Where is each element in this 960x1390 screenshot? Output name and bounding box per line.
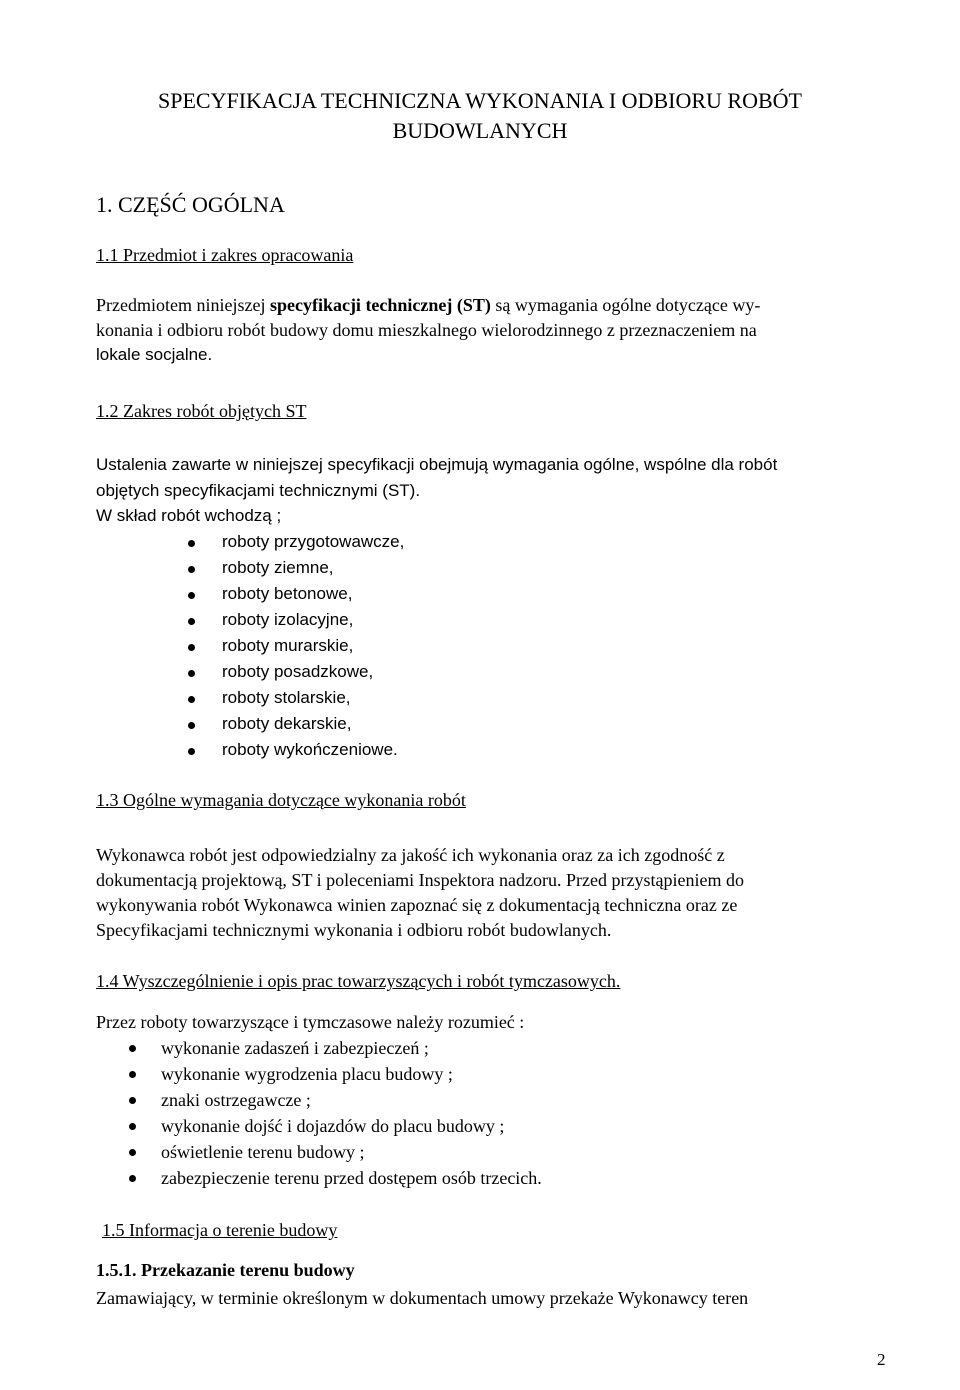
bullet-icon (188, 696, 195, 703)
bullet-icon (188, 644, 195, 651)
section-1-5-1-heading: 1.5.1. Przekazanie terenu budowy (96, 1260, 355, 1280)
bullet-icon (188, 722, 195, 729)
list-item: roboty posadzkowe, (222, 662, 374, 681)
bold-term: specyfikacji technicznej (ST) (269, 295, 491, 315)
section-1-1-line-2: konania i odbioru robót budowy domu mieszkalnego wielorodzinnego z przeznaczeniem na (96, 320, 757, 340)
list-item: wykonanie dojść i dojazdów do placu budowy ; (161, 1116, 505, 1136)
bullet-icon (188, 618, 195, 625)
section-1-3-heading: 1.3 Ogólne wymagania dotyczące wykonania robót (96, 790, 466, 810)
list-item: zabezpieczenie terenu przed dostępem osób trzecich. (161, 1168, 542, 1188)
bullet-icon (129, 1097, 136, 1104)
list-item: roboty wykończeniowe. (222, 740, 398, 759)
list-item: roboty stolarskie, (222, 688, 351, 707)
text-run: są wymagania ogólne dotyczące wy- (490, 295, 761, 315)
section-1-2-line-1: Ustalenia zawarte w niniejszej specyfikacji obejmują wymagania ogólne, wspólne dla robót (96, 455, 778, 474)
section-1-1-line-3: lokale socjalne. (96, 345, 213, 364)
bullet-icon (129, 1071, 136, 1078)
list-item: wykonanie wygrodzenia placu budowy ; (161, 1064, 453, 1084)
bullet-icon (129, 1175, 136, 1182)
section-1-heading: 1. CZĘŚĆ OGÓLNA (96, 192, 285, 217)
bullet-icon (188, 592, 195, 599)
bullet-icon (129, 1045, 136, 1052)
list-item: roboty przygotowawcze, (222, 532, 405, 551)
section-1-2-heading: 1.2 Zakres robót objętych ST (96, 401, 307, 421)
section-1-2-line-2: objętych specyfikacjami technicznymi (ST). (96, 481, 421, 500)
list-item: wykonanie zadaszeń i zabezpieczeń ; (161, 1038, 429, 1058)
section-1-3-line-2: dokumentacją projektową, ST i poleceniami Inspektora nadzoru. Przed przystąpieniem do (96, 870, 744, 890)
section-1-3-line-1: Wykonawca robót jest odpowiedzialny za jakość ich wykonania oraz za ich zgodność z (96, 845, 725, 865)
bullet-icon (188, 748, 195, 755)
title-line-2: BUDOWLANYCH (392, 118, 568, 143)
list-item: roboty ziemne, (222, 558, 334, 577)
page-number: 2 (877, 1350, 886, 1369)
section-1-1-line-1 (96, 293, 760, 317)
bullet-icon (188, 670, 195, 677)
section-1-5-heading: 1.5 Informacja o terenie budowy (102, 1220, 338, 1240)
section-1-1-heading: 1.1 Przedmiot i zakres opracowania (96, 245, 354, 265)
list-item: roboty izolacyjne, (222, 610, 354, 629)
section-1-5-1-line-1: Zamawiający, w terminie określonym w dokumentach umowy przekaże Wykonawcy teren (96, 1288, 749, 1308)
title-line-1: SPECYFIKACJA TECHNICZNA WYKONANIA I ODBIORU ROBÓT (158, 88, 802, 113)
section-1-3-line-4: Specyfikacjami technicznymi wykonania i odbioru robót budowlanych. (96, 920, 612, 940)
bullet-icon (188, 566, 195, 573)
text-run: Przedmiotem niniejszej (96, 295, 270, 315)
section-1-4-intro: Przez roboty towarzyszące i tymczasowe należy rozumieć : (96, 1012, 525, 1032)
section-1-4-heading: 1.4 Wyszczególnienie i opis prac towarzyszących i robót tymczasowych. (96, 971, 621, 991)
list-item: znaki ostrzegawcze ; (161, 1090, 311, 1110)
list-item: roboty dekarskie, (222, 714, 352, 733)
list-item: oświetlenie terenu budowy ; (161, 1142, 365, 1162)
bullet-icon (129, 1149, 136, 1156)
list-item: roboty betonowe, (222, 584, 353, 603)
list-item: roboty murarskie, (222, 636, 354, 655)
bullet-icon (188, 540, 195, 547)
bullet-icon (129, 1123, 136, 1130)
section-1-3-line-3: wykonywania robót Wykonawca winien zapoznać się z dokumentacją techniczna oraz ze (96, 895, 738, 915)
section-1-2-line-3: W skład robót wchodzą ; (96, 506, 282, 525)
